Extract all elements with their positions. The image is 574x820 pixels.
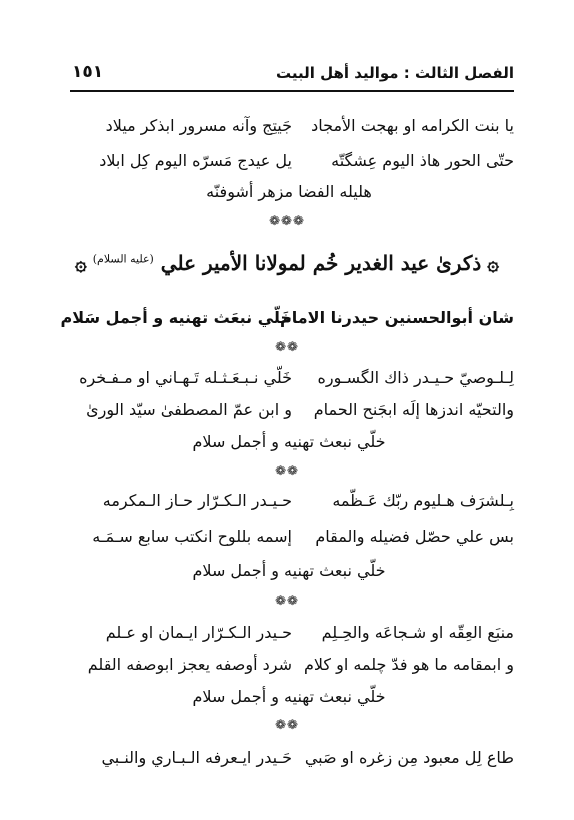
section-heading bbox=[60, 251, 514, 285]
verse-left-hemistich: حـيـدر الـكـرّار حـاز الـمكرمه bbox=[102, 491, 292, 510]
ornament-divider: ❁❁❁ bbox=[269, 214, 305, 229]
verse-left-hemistich: خَلّي نبعَث تهنيه و أجمل سَلام bbox=[60, 308, 292, 327]
verse-right-hemistich: لِـلـوصيّ حـيـدر ذاك الگسـوره bbox=[317, 368, 514, 387]
ornament-divider: ❁❁ bbox=[275, 718, 299, 733]
verse-right-hemistich: منبَع العِقّه او شـجاعَه والحِـلِم bbox=[321, 623, 514, 642]
verse-left-hemistich: شرد أوصفه يعجز ابوصفه القلم bbox=[87, 655, 292, 674]
verse-left-hemistich: حـيدر الـكـرّار ايـمان او عـلم bbox=[105, 623, 292, 642]
verse-left-hemistich: حَـيدر ايـعرفه الـبـاري والنـبي bbox=[101, 748, 292, 767]
verse-right-hemistich: شان أبوالحسنين حيدرنا الامام bbox=[280, 308, 514, 327]
verse-left-hemistich: و ابن عمّ المصطفىٰ سيّد الورىٰ bbox=[86, 400, 292, 419]
verse-right-hemistich: والتحيّه اندزها إلَه ابجَنح الحمام bbox=[313, 400, 514, 419]
refrain-line: خلّي نبعث تهنيه و أجمل سلام bbox=[192, 561, 386, 580]
verse-left-hemistich: إسمه بللوح انكتب سابع سـمَـه bbox=[92, 527, 292, 546]
ornament-divider: ❁❁ bbox=[275, 594, 299, 609]
verse-right-hemistich: و ابمقامه ما هو فدّ چلمه او كلام bbox=[303, 655, 514, 674]
chapter-title: الفصل الثالث : مواليد أهل البيت bbox=[276, 64, 514, 82]
verse-right-hemistich: يا بنت الكرامه او بهجت الأمجاد bbox=[311, 116, 514, 135]
verse-right-hemistich: طاع لِل معبود مِن زغره او صَبي bbox=[304, 748, 514, 767]
heading-ornament-icon: ۞ bbox=[75, 251, 87, 275]
ornament-divider: ❁❁ bbox=[275, 464, 299, 479]
heading-ornament-icon: ۞ bbox=[487, 251, 499, 275]
verse-left-hemistich: يل عيدج مَسرّه اليوم كِل ابلاد bbox=[99, 151, 292, 170]
page-number: ١٥١ bbox=[72, 62, 104, 82]
refrain-line: خلّي نبعث تهنيه و أجمل سلام bbox=[192, 687, 386, 706]
verse-left-hemistich: خَلّي نـبـعَـثـله تَـهـاني او مـفـخره bbox=[79, 368, 292, 387]
heading-text: ذكرىٰ عيد الغدير خُم لمولانا الأمير علي bbox=[160, 251, 482, 275]
refrain-line: خلّي نبعث تهنيه و أجمل سلام bbox=[192, 432, 386, 451]
refrain-line: هليله الفضا مزهر أشوفنّه bbox=[206, 182, 372, 201]
verse-right-hemistich: بِـلشرَف هـليوم ربّك عَـظّمه bbox=[332, 491, 514, 510]
page-header bbox=[70, 62, 514, 92]
ornament-divider: ❁❁ bbox=[275, 340, 299, 355]
honorific-mark: (عليه السلام) bbox=[92, 252, 154, 266]
verse-right-hemistich: بس علي حصّل فضيله والمقام bbox=[315, 527, 514, 546]
verse-left-hemistich: جَيتِج وآنه مسرور ابذكر ميلاد bbox=[105, 116, 292, 135]
verse-right-hemistich: حتّى الحور هاذ اليوم عِشگتّه bbox=[331, 151, 514, 170]
